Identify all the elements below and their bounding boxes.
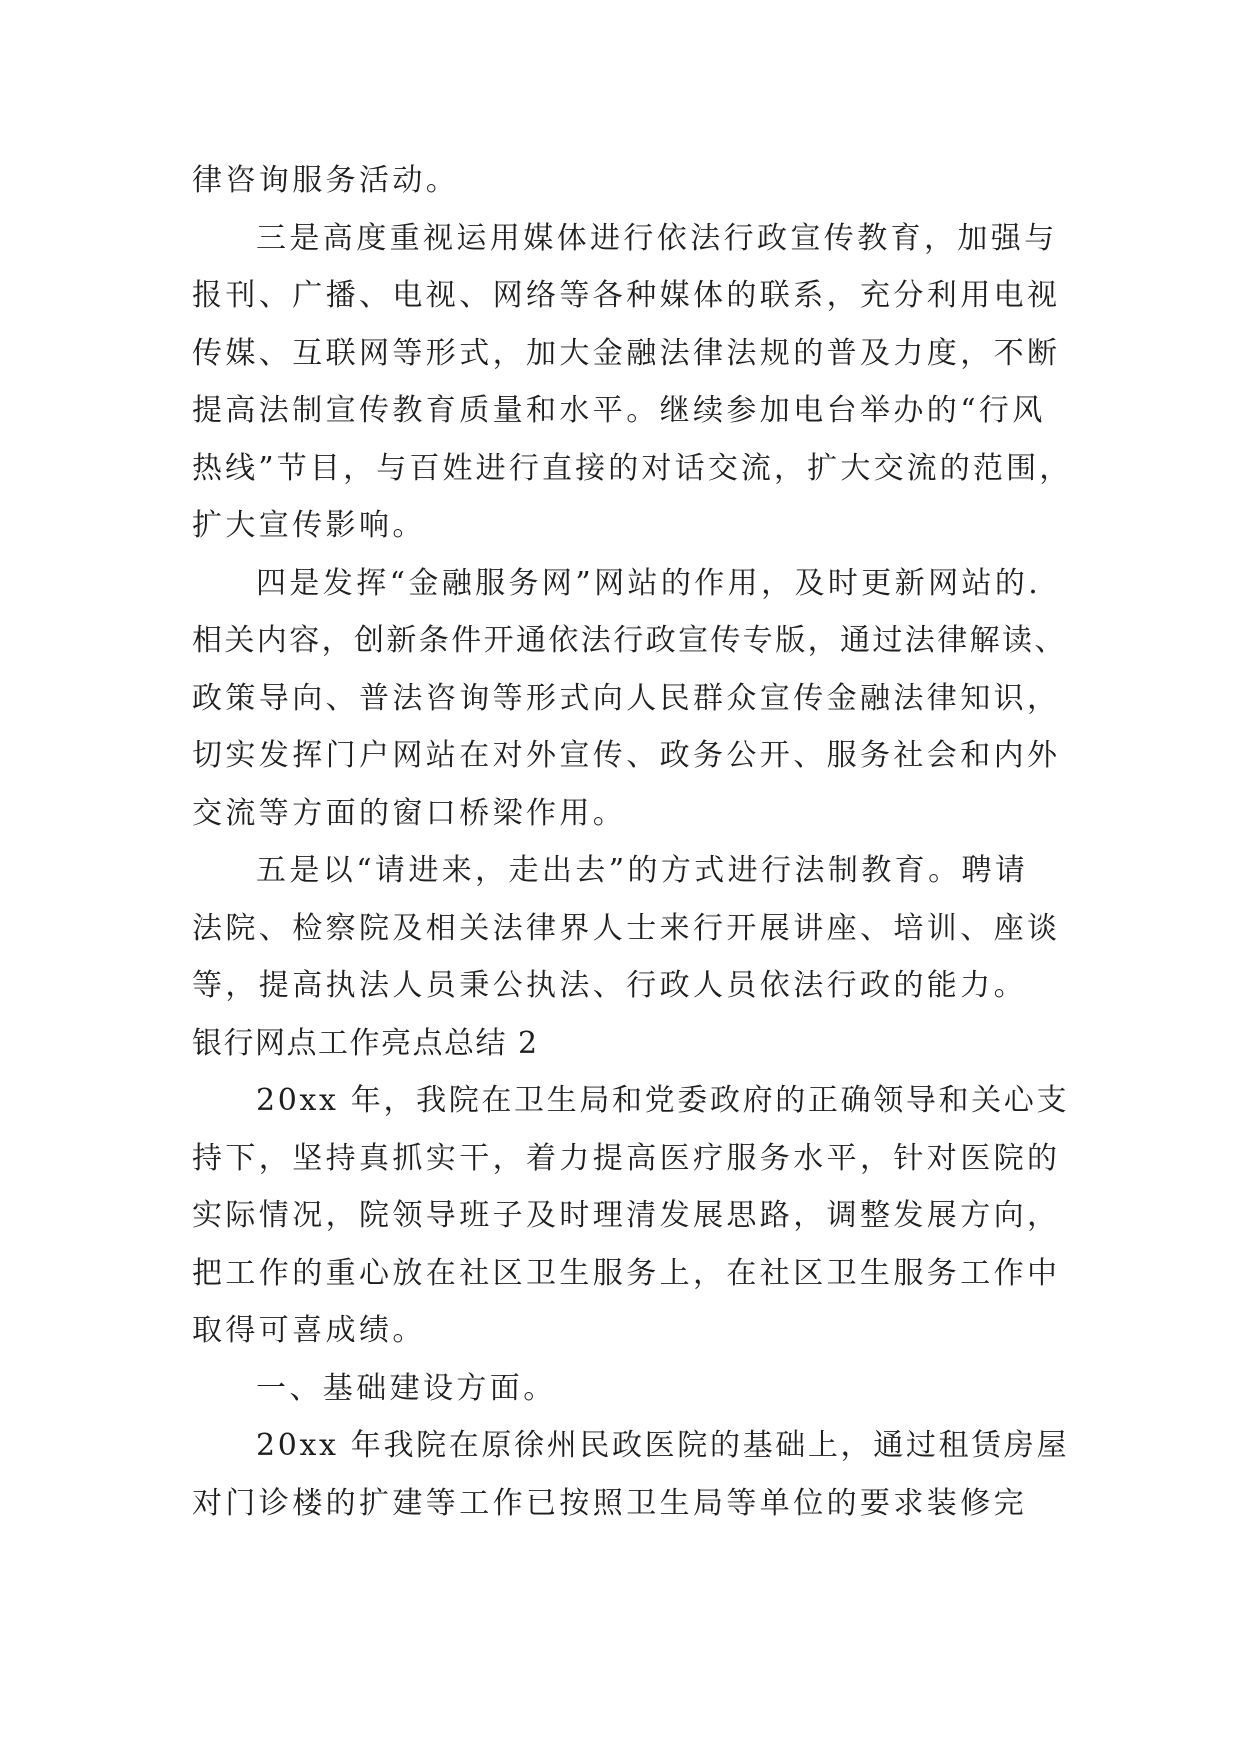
text-line: 法院、检察院及相关法律界人士来行开展讲座、培训、座谈 <box>192 910 1061 946</box>
document-body <box>192 152 1072 1532</box>
text-line: 律咨询服务活动。 <box>192 163 460 198</box>
subsection-heading: 一、基础建设方面。 <box>256 1370 557 1406</box>
text-line: 热线”节目，与百姓进行直接的对话交流，扩大交流的范围， <box>192 450 1073 486</box>
text-line: 实际情况，院领导班子及时理清发展思路，调整发展方向， <box>192 1198 1061 1233</box>
paragraph-start-line: 四是发挥“金融服务网”网站的作用，及时更新网站的. <box>256 565 1042 601</box>
text-line: 传媒、互联网等形式，加大金融法律法规的普及力度，不断 <box>192 335 1061 371</box>
text-line: 把工作的重心放在社区卫生服务上，在社区卫生服务工作中 <box>192 1255 1061 1291</box>
text-line: 等，提高执法人员秉公执法、行政人员依法行政的能力。 <box>192 968 1027 1003</box>
text-line: 扩大宣传影响。 <box>192 508 426 543</box>
text-line: 提高法制宣传教育质量和水平。继续参加电台举办的“行风 <box>192 393 1046 428</box>
paragraph-start-line: 20xx 年，我院在卫生局和党委政府的正确领导和关心支 <box>256 1083 1070 1118</box>
text-line: 对门诊楼的扩建等工作已按照卫生局等单位的要求装修完 <box>192 1485 1027 1521</box>
text-line: 相关内容，创新条件开通依法行政宣传专版，通过法律解读、 <box>192 623 1067 658</box>
paragraph-start-line: 20xx 年我院在原徐州民政医院的基础上，通过租赁房屋 <box>256 1428 1070 1463</box>
text-line: 持下，坚持真抓实干，着力提高医疗服务水平，针对医院的 <box>192 1140 1061 1176</box>
section-heading: 银行网点工作亮点总结 2 <box>192 1025 539 1061</box>
text-line: 交流等方面的窗口桥梁作用。 <box>192 795 627 831</box>
text-line: 取得可喜成绩。 <box>192 1313 426 1348</box>
text-line: 报刊、广播、电视、网络等各种媒体的联系，充分利用电视 <box>192 278 1061 313</box>
paragraph-start-line: 五是以“请进来，走出去”的方式进行法制教育。聘请 <box>256 853 1029 888</box>
text-line: 政策导向、普法咨询等形式向人民群众宣传金融法律知识， <box>192 680 1061 716</box>
text-line: 切实发挥门户网站在对外宣传、政务公开、服务社会和内外 <box>192 738 1061 773</box>
paragraph-start-line: 三是高度重视运用媒体进行依法行政宣传教育，加强与 <box>256 220 1058 256</box>
